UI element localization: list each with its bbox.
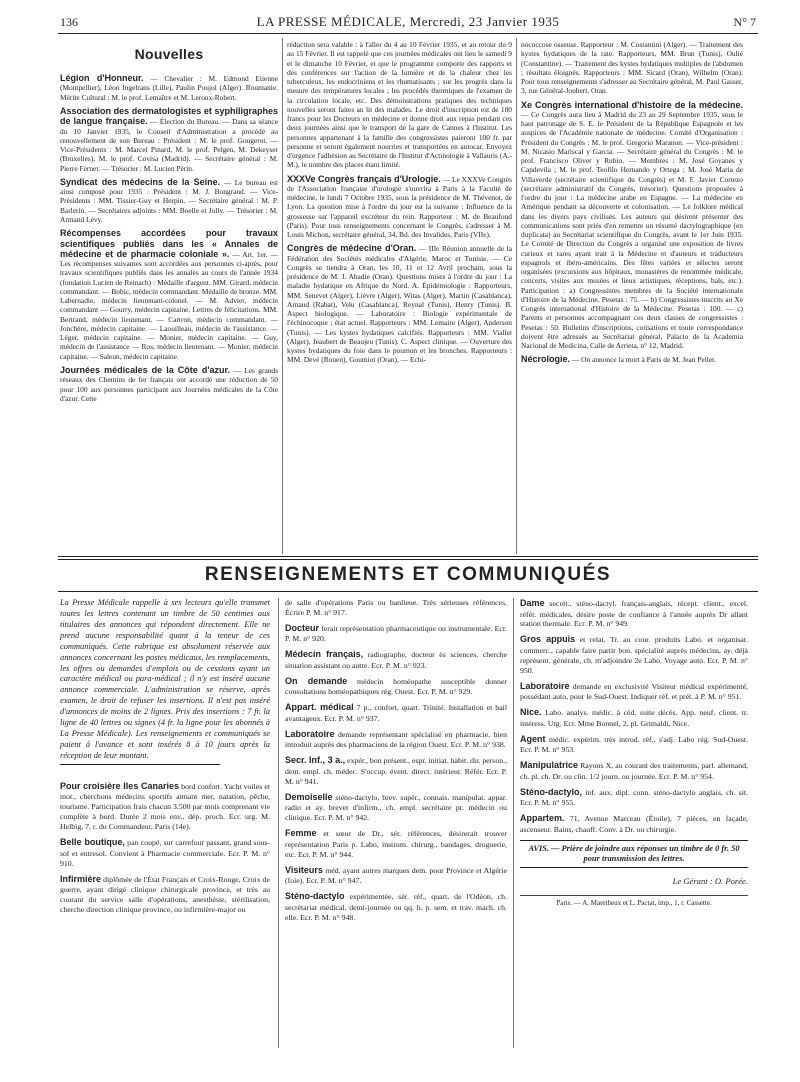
classified-ad (285, 598, 507, 618)
classified-ad (60, 781, 270, 832)
ad-title: Laboratoire (520, 680, 570, 691)
ad-body: bord confort. Yacht voiles et mot., cherchons médecins sportifs aimant mer, natation, pêche, tourisme. Participation frais chacun 3.500 par mois comprenant vie complète à bord. Durée 2 mois env., dép. proch. Ecr. urg. M. Helbig, 7, r. du Commandeur, Paris (14e). (60, 781, 270, 832)
ad-title: Docteur (285, 622, 320, 633)
renseignements-column-2 (285, 598, 507, 1058)
ad-body: 7 p., confort, quart. Trinité. Installation et bail avantageux. Ecr. P. M. n° 937. (285, 703, 507, 723)
classified-ad (285, 702, 507, 723)
ad-title: On demande (285, 675, 348, 686)
ad-body: demande en exclusivité Visiteur médical expérimenté, possédant auto, pour le Sud-Ouest. Indiquer réf. et prét. à P. M. n° 951. (520, 681, 748, 702)
ad-title: Infirmière (60, 873, 102, 884)
news-item-body: — Le bureau est ainsi composé pour 1935 : Président : M. J. Bongrand. — Vice-Présidents : MM. Tissier-Guy et Herpin. — Secrétaire général : M. P. Barlerin. — Secrétaires adjoints : MM. Boelle et Jolly. — Trésorier : M. Armand Lévy. (60, 177, 278, 224)
classified-ad (285, 623, 507, 644)
ad-body: de salle d'opérations Paris ou banlieue. Très sérieuses références. Écrire P. M. n° 917. (285, 598, 507, 617)
classified-ad (285, 676, 507, 697)
notice-intro: La Presse Médicale rappelle à ses lecteurs qu'elle transmet toutes les lettres contenant un timbre de 50 centimes aux titulaires des annonces qui répondent directement. Elle ne prend aucune responsabilité quant à la teneur de ces communiqués. Cette rubrique est absolument réservée aux annonces concernant les postes médicaux, les remplacements, les offres ou demandes d'emplois ou de cessions ayant un caractère médical ou para-médical ; il n'y est inséré aucune annonce commerciale. L'administration se réserve, après examen, le droit de refuser les insertions. Il n'est pas inséré d'annonces de moins de 2 lignes. Prix des insertions : 7 fr. la ligne de 40 lettres ou signes (4 fr. la ligne pour les abonnés à La Presse Médicale). Les renseignements et communiqués se paient à l'avance et sont insérés 8 à 10 jours après la réception de leur montant. (60, 598, 270, 760)
page-number: 136 (60, 15, 78, 29)
ad-body: 71, Avenue Marceau (Étoile), 7 pièces, en façade, ascenseur. Bains, chauff. Conv. à Dr. ou chirurgie. (520, 814, 748, 834)
classified-ad (60, 874, 270, 915)
ad-title: Demoiselle (285, 791, 333, 802)
ad-title: Appart. médical (285, 702, 354, 713)
news-item-title: XXXVe Congrès français d'Urologie. (287, 173, 441, 184)
section-rule-top (58, 556, 758, 557)
ad-body: secrét., sténo-dactyl. français-anglais, récept. client., excel. référ. médicales, désire poste de confiance à l'année auprès Dr allant station thermale. Ecr. P. M. n° 949. (520, 599, 748, 629)
news-item (60, 177, 278, 224)
column-divider (516, 38, 517, 554)
classified-ad (60, 837, 270, 868)
renseignements-column-3 (520, 598, 748, 1058)
news-item-body: nococcose osseuse. Rapporteur : M. Costantini (Alger). — Traitement des kystes hydatiques de la rate. Rapporteurs, MM. Brun (Tunis), Oulié (Constantine). — Traitement des kystes hydatiques multiples de l'abdomen ; résultats éloignés. Rapporteurs : MM. Sicard (Oran), Wilhelm (Oran). Pour tous renseignements s'adresser au Secrétaire général, M. Paul Gasser, 3, rue Général-Joubert, Oran. (521, 40, 743, 96)
classified-ad (285, 729, 507, 750)
news-item-body: — Élection du Bureau. — Dans sa séance du 10 Janvier 1935, le Conseil d'Administration a procédé au renouvellement de son Bureau : Président : M. le prof. Gougerot. — Vice-Présidents : M. Marcel Pinard, M. le prof. Pelgen, M. Dekeyser (Bruxelles), M. le prof. Covisa (Madrid). — Secrétaire général : M. Pierre Fernet. — Trésorier : M. Lucien Périn. (60, 117, 278, 173)
ad-body: ferait représentation pharmaceutique ou instrumentale. Ecr. P. M. n° 920. (285, 623, 507, 644)
ad-body: radiographe, docteur ès sciences, cherche situation assistant ou autre. Ecr. P. M. n° 923. (285, 650, 507, 670)
nouvelles-column-2 (287, 40, 512, 554)
ad-title: Femme (285, 828, 317, 839)
news-item-title: Congrès de médecine d'Oran. (287, 243, 417, 254)
news-item-title: Syndicat des médecins de la Seine. (60, 176, 221, 187)
news-item-body: — IIIe Réunion annuelle de la Fédération des Sociétés médicales d'Algérie, Maroc et Tunisie. — Ce Congrès se tiendra à Oran, les 10, 11 et 12 Avril prochain, sous la présidence de M. J. Abadie (Oran). Questions mises à l'ordre du jour : La maladie hydatique en Afrique du Nord. A. Épidémiologie : Rapporteurs, MM. Senevet (Alger), Lièvre (Alger), Witas (Alger), Martin (Casablanca), Arnaud (Rabat), Velu (Casablanca), Reynal (Tunis), Henry (Tunis). B. Aspect biologique. — Laboratoire : Biologie expérimentale de l'échinocoque ; état actuel. Rapporteurs : MM. Lemaire (Alger), Anderson (Tunis). — Les kystes hydatiques calcifiés. Rapporteurs : MM. Viallet (Alger), Jeaubert de Beaujeu (Tunis). C. Aspect clinique. — Ouverture des kystes hydatiques du foie dans le poumon et les bronches. Rapporteurs : MM. Devé (Rouen), Goumiot (Oran), — Echi- (287, 244, 512, 365)
ad-body: et sœur de Dr., sér. références, désirerait trouver représentation Paris p. Labo, instrum. chirurg., bandages, droguerie, etc. Ecr. P. M. n° 944. (285, 829, 507, 859)
news-item-body: — Art. 1er. — Les récompenses suivantes sont accordées aux personnes ci-après, pour travaux scientifiques publiés dans les annales au cours de l'année 1934 (fondation Lucien de Reinach) : Médaille d'argent. MM. Girard, médecin commandant. — Bobic, médecin commandant. Médaille de bronze. MM. Labernadie, médecin lieutenant-colonel. — M. Advier, médecin commandant — Gourry, médecin capitaine. Lettres de félicitations. MM. Bertrand, médecin lieutenant. — Cartron, médecin commandant. — Jonchère, médecin capitaine. — Laouilleau, médecin de l'assistance. — Léger, médecin capitaine. — Monier, médecin capitaine. — Guy, médecin de l'assistance — Ros, médecin lieutenant. — Monier, médecin capitaine. — Saleun, médecin capitaine. (60, 249, 278, 361)
ad-body: expér., bon présent., espr. initiat. habit. dir. person., dem. empl. ch. médec. S'occup. évent. direct. intérieur. Référ. Ecr. P. M. n° 941. (285, 756, 507, 786)
classified-ad (285, 865, 507, 886)
classified-ad (520, 813, 748, 834)
ad-body: et relat. Tr. au cour. produits Labo. et organisat. commerc., capable faire partir bon. spécialité auprès médecins, ay. déjà représent. générale, ch. m'adjoindre 2e Labo. Voyage auto. Ecr. P. M. n° 950. (520, 635, 748, 675)
classified-ad (520, 681, 748, 702)
news-item-title: Nécrologie. (521, 354, 571, 365)
classified-ad (520, 707, 748, 728)
ad-title: Sténo-dactylo, (520, 786, 583, 797)
news-item (521, 354, 743, 364)
section-rule-bottom (58, 591, 758, 592)
ad-title: Appartem. (520, 813, 565, 824)
ad-title: Gros appuis (520, 634, 576, 645)
news-item-title: Xe Congrès international d'histoire de la médecine. (521, 99, 743, 110)
news-item (60, 106, 278, 173)
ad-body: expérimentée, sér. réf., quart. de l'Odéon, ch. secrétariat médical, demi-journée ou qq. h. p. sem. et trav. mach. ch. elle. Ecr. P. M. n° 948. (285, 892, 507, 922)
ad-body: sténo-dactylo, brev. supér., connais. manipulat. appar. radio et ay. brevet d'infirm., ch. empl. secrétaire pr. médecin ou clinique. Ecr. P. M. n° 942. (285, 792, 507, 823)
section-rule-top-2 (58, 559, 758, 560)
ad-title: Belle boutique, (60, 837, 125, 848)
classified-ad (520, 787, 748, 808)
nouvelles-column-1 (60, 40, 278, 554)
ad-body: demande représentant spécialisé en pharmacie, bien introduit auprès des pharmaciens de la région Ouest. Ecr. P. M. n° 938. (285, 729, 507, 750)
ad-body: Rayons X, au courant des traitements, parl. allemand, ch. pl. ch. Dr. ou clin. 1/2 journ. ou journée. Ecr. P. M. n° 954. (520, 761, 748, 781)
news-item-body: — Le XXXVe Congrès de l'Association française d'urologie s'ouvrira à Paris à la Faculté de médecine, le lundi 7 Octobre 1935, sous la présidence de M. Thévenot, de Lyon. La question mise à l'ordre du jour est la suivante : Influence de la grossesse sur l'appareil excréteur du rein. Rapporteur : M. de Beaufond (Paris). Pour tous renseignements concernant le Congrès, s'adresser à M. Louis Michon, secrétaire général, 34, Bd. des Invalides, Paris (VIIe). (287, 174, 512, 240)
news-item-body: — Chevalier : M. Edmond Etienne (Montpellier), Léon Ingelrans (Lille), Paulin Poujol (Alger). Roumanie. Mérite Cultural : M. le prof. Lemaître et M. Leroux-Robert. (60, 74, 278, 102)
news-item-title: Journées médicales de la Côte d'azur. (60, 364, 230, 375)
news-item (287, 243, 512, 364)
ad-title: Sténo-dactylo (285, 891, 345, 902)
issue-number: N° 7 (733, 15, 756, 29)
nouvelles-column-3 (521, 40, 743, 554)
ad-title: Laboratoire (285, 728, 335, 739)
journal-title: LA PRESSE MÉDICALE, Mercredi, 23 Janvier 1935 (256, 14, 560, 29)
news-item-body: — On annonce la mort à Paris de M. Jean Pellet. (571, 355, 717, 365)
classified-ad (520, 760, 748, 781)
ad-title: Dame (520, 598, 545, 608)
ad-title: Nice. (520, 707, 542, 718)
classified-ad (285, 891, 507, 922)
printer-line: Paris. — A. Maretheux et L. Pactat, imp., 1, r. Cassette. (520, 895, 748, 908)
news-item-body: réduction sera valable : à l'aller du 4 au 10 Février 1935, et au retour du 9 au 15 Février. Il est rappelé que ces journées médicales ont lieu le samedi 9 et le dimanche 10 Février, et que le programme comporte des rapports et des conférences sur l'action de la lumière et de la chaleur chez les tuberculeux, les endocriniens et les rhumatisants ; sur les progrès dans la mesure des températures locales ; les procédés thermiques de l'examen de la circulation locale, etc. Des démonstrations pratiques des techniques nouvelles seront faites au lit des malades. Le droit d'inscription est de 180 francs pour les Docteurs en médecine et donne droit aux repas pendant ces deux journées ainsi que le transport de la gare de Cannes à l'Institut. Les personnes appartenant à la famille des congressistes paieront 100 fr. par personne et seront également nourries et transportées en autocar. Envoyez d'urgence l'adhésion au Secrétaire de l'Institut d'Actinologie à Vallauris (A.-M.), le nombre des places étant limité. (287, 40, 512, 170)
ad-body: Labo. analys. médic. à céd. suite décès. App. neuf. client. tr. intéress. Urg. Ecr. Mme Bonnel, 2, pl. Grimaldi, Nice. (520, 708, 748, 728)
ad-title: Secr. Inf., 3 a., (285, 755, 346, 766)
column-divider (278, 598, 279, 1048)
classified-ad (285, 649, 507, 670)
classified-ad (285, 828, 507, 859)
ad-body: médic. expérim. très introd. réf., s'adj. Labo rég. Sud-Ouest. Ecr. P. M. n° 953. (520, 734, 748, 755)
classified-ad (520, 634, 748, 675)
nouvelles-heading: Nouvelles (134, 46, 204, 62)
news-item (60, 365, 278, 403)
gerant-signature: Le Gérant : O. Porée. (672, 876, 748, 887)
renseignements-title: RENSEIGNEMENTS ET COMMUNIQUÉS (204, 564, 612, 585)
intro-rule (60, 764, 220, 765)
avis-notice: AVIS. — Prière de joindre aux réponses un timbre de 0 fr. 50 pour transmission des lettres. (520, 840, 748, 869)
news-item (287, 174, 512, 240)
classified-ad (285, 792, 507, 823)
renseignements-column-1 (60, 598, 270, 1038)
page-header (60, 14, 756, 30)
ad-body: médecin homéopathe susceptible donner consultations homéopathiques rég. Ouest. Ecr. P. M. n° 929. (285, 676, 507, 697)
news-item-body: — Ce Congrès aura lieu à Madrid du 23 au 29 Septembre 1935, sous le haut patronage de S. E. le Président de la République Espagnole et les auspices de l'Académie nationale de médecine. Comité d'Organisation : Président du Congrès : M. le prof. Gregorio Maranon. — Vice-président : M. Nicasio Mariscal y Garcia. — Secrétaire général du Congrès : M. le prof. Francisco Oliver y Rubio. — Membres : M. José Goyanes y Capdevila ; M. le prof. Teofilo Hernando y Ortega ; M. José Maria de Villaverde (secrétaire scientifique du Congrès) et M. F. Javier Cortezo (secrétaire administratif du Congrès, trésorier). Questions proposées à l'ordre du jour : La médecine arabe en Espagne. — La médecine en Amérique pendant sa découverte et colonisation. — Le folklore médical dans les divers pays civilisés. Les auteurs qui désirent présenter des communications sont priés d'en remettre un résumé dactylographique (en duplicata) au Secrétariat scientifique du Congrès, avant le 1er Juin 1935. Le Comité de Direction du Congrès a organisé une exposition de livres curieux et rares ayant trait à la Médecine et d'auteurs et traducteurs espagnols et ibéro-américains. Des fêtes variées et sélectes seront organisées (excursions aux hôpitaux, monastères de renommée médicale, concerts, visites aux musées et lieux artistiques, réceptions, bals, etc.). Participation : a) Congressistes membres de la Société internationale d'Histoire de la Médecine. Pesetas : 75. — b) Congressistes inscrits au Xe Congrès international d'Histoire de la Médecine. Pesetas : 100. — c) Parents et personnes accompagnant ces deux classes de congressistes : Pesetas : 50. Bulletins d'inscriptions, cotisations et toute correspondance doivent être adressés au Secrétariat général, Palacio de la Academia Nacional de Medicina, Calle de Arrieta, n° 12, Madrid. (521, 109, 743, 351)
header-rule (58, 33, 758, 34)
ad-body: inf. aux. dipl. conn. sténo-dactylo anglais, ch. sit. Ecr. P. M. n° 955. (520, 787, 748, 808)
ad-title: Visiteurs (285, 864, 323, 875)
classified-ad (520, 734, 748, 755)
ad-body: pan coupé, sur carrefour passant, grand sous-sol et entresol. Convient à Pharmacie commerciale. Ecr. P. M. n° 910. (60, 838, 270, 868)
news-item-title: Légion d'Honneur. (60, 73, 144, 84)
news-item (521, 40, 743, 96)
classified-ad (520, 598, 748, 629)
news-item (287, 40, 512, 170)
news-item-body: — Les grands réseaux des Chemins de fer français ont accordé une réduction de 50 pour 100 aux personnes participant aux Journées médicales de la Côte d'azur. Cette (60, 365, 278, 403)
ad-body: méd. ayant autres marques dem. pour Province et Algérie (foie). Ecr. P. M. n° 947. (285, 865, 507, 886)
news-item (60, 73, 278, 102)
news-item-title: Association des dermatologistes et syphiligraphes de langue française. (60, 105, 278, 127)
ad-title: Pour croisière Iles Canaries (60, 780, 179, 791)
news-item (521, 100, 743, 351)
news-item (60, 228, 278, 361)
news-item-title: Récompenses accordées pour travaux scientifiques publiés dans les « Annales de médecine et de pharmacie coloniale ». (60, 228, 278, 259)
column-divider (282, 38, 283, 554)
classified-ad (285, 755, 507, 786)
ad-title: Agent (520, 733, 546, 744)
ad-title: Médecin français, (285, 649, 364, 660)
ad-title: Manipulatrice (520, 760, 579, 771)
column-divider (513, 598, 514, 1048)
ad-body: diplômée de l'État Français et Croix-Rouge, Croix de guerre, ayant dirigé clinique chirurgicale province, et très au courant du service salle d'opérations, anesthésie, stérilisation, cherche direction clinique province, ou infirmière-major ou (60, 874, 270, 915)
